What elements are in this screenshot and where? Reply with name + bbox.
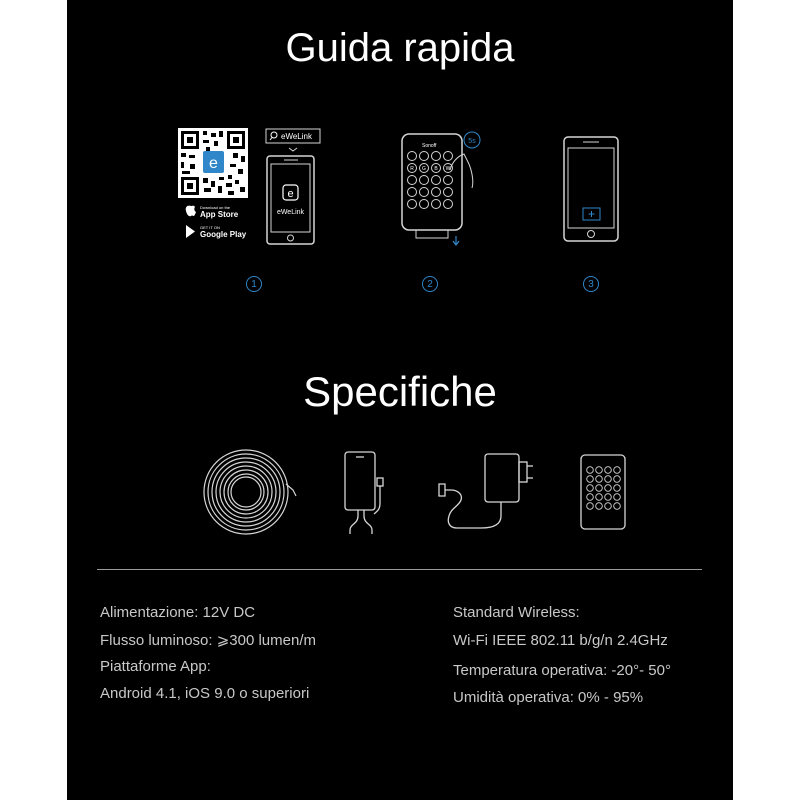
svg-text:G: G bbox=[422, 166, 426, 172]
chevron-down-icon bbox=[289, 148, 297, 151]
svg-text:5s: 5s bbox=[468, 138, 476, 145]
spec-luminous-flux: Flusso luminoso: ⩾300 lumen/m bbox=[100, 632, 316, 649]
spec-wireless-label: Standard Wireless: bbox=[453, 604, 580, 621]
quick-guide-title: Guida rapida bbox=[285, 26, 515, 70]
spec-power: Alimentazione: 12V DC bbox=[100, 604, 256, 621]
svg-text:Download on the: Download on the bbox=[200, 205, 231, 210]
phone-add-device-illustration bbox=[560, 134, 624, 244]
svg-text:eWeLink: eWeLink bbox=[276, 209, 305, 216]
controller-icon bbox=[336, 448, 396, 536]
svg-text:R: R bbox=[410, 166, 414, 172]
google-play-badge[interactable] bbox=[183, 223, 247, 241]
play-store-icon bbox=[186, 225, 195, 238]
step-number-1: 1 bbox=[246, 276, 262, 292]
app-store-badge[interactable] bbox=[183, 203, 243, 221]
spec-app-platforms-value: Android 4.1, iOS 9.0 o superiori bbox=[100, 685, 310, 702]
spec-app-platforms-label: Piattaforme App: bbox=[100, 658, 211, 675]
power-adapter-icon bbox=[435, 448, 535, 534]
svg-text:e: e bbox=[287, 188, 294, 200]
svg-text:Google Play: Google Play bbox=[200, 230, 247, 239]
remote-press-illustration bbox=[392, 126, 492, 250]
svg-text:e: e bbox=[209, 155, 218, 172]
remote-control-icon bbox=[578, 452, 630, 532]
step-number-3: 3 bbox=[583, 276, 599, 292]
phone-app-illustration bbox=[262, 128, 324, 250]
svg-text:GET IT ON: GET IT ON bbox=[200, 225, 220, 230]
step-number-2: 2 bbox=[422, 276, 438, 292]
apple-icon bbox=[186, 206, 196, 217]
svg-text:B: B bbox=[434, 166, 438, 172]
spec-operating-humidity: Umidità operativa: 0% - 95% bbox=[453, 689, 644, 706]
divider bbox=[97, 569, 702, 570]
svg-text:Sonoff: Sonoff bbox=[422, 143, 437, 149]
svg-text:W: W bbox=[445, 166, 451, 172]
svg-text:App Store: App Store bbox=[200, 210, 239, 219]
svg-text:eWeLink: eWeLink bbox=[281, 132, 312, 141]
spec-operating-temp: Temperatura operativa: -20°- 50° bbox=[453, 662, 671, 679]
spec-wireless-value: Wi-Fi IEEE 802.11 b/g/n 2.4GHz bbox=[453, 632, 668, 649]
search-icon bbox=[271, 132, 277, 138]
led-strip-coil-icon bbox=[200, 444, 298, 542]
qr-code-icon bbox=[178, 128, 248, 198]
specs-title: Specifiche bbox=[303, 368, 497, 415]
